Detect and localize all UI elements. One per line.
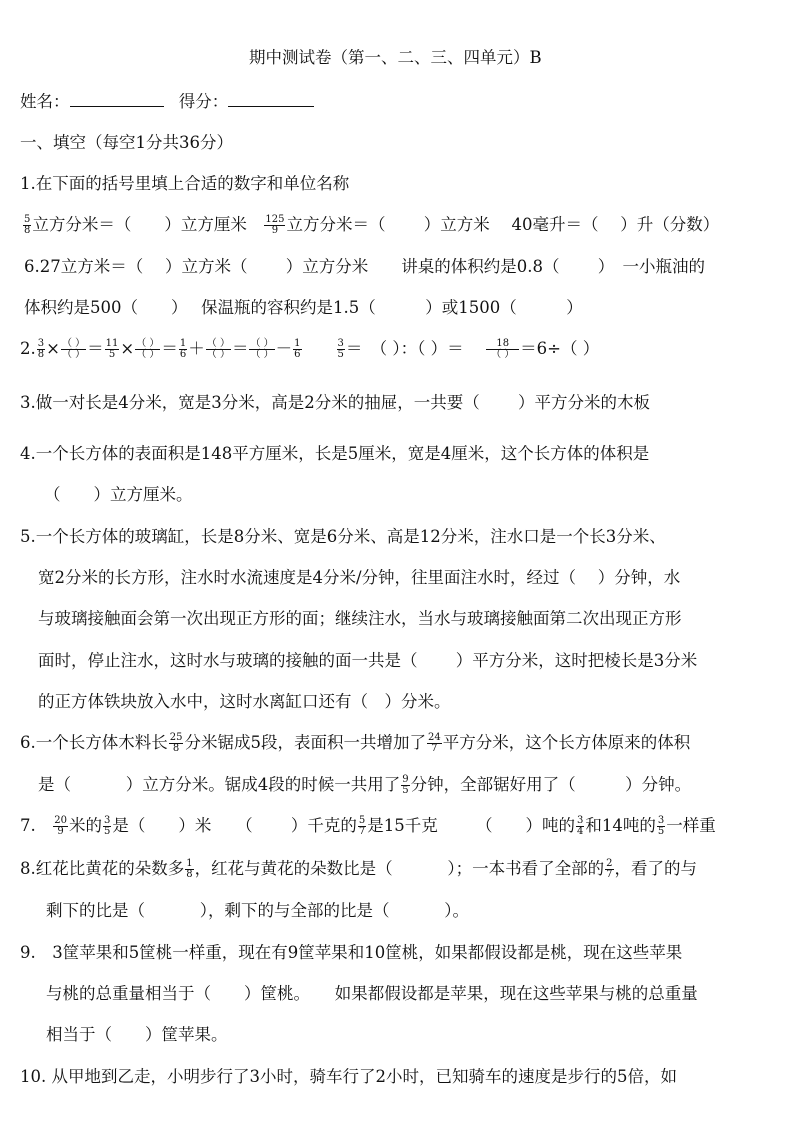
question-5-line-5: 的正方体铁块放入水中，这时水离缸口还有（ ）分米。 [38,692,451,711]
question-8-line-1 [20,858,697,880]
question-6-line-1 [20,732,690,754]
fraction: $\frac{2}{7}$ [606,858,613,880]
equals-sign: ＝ [87,339,104,358]
fraction: $\frac{11}{5}$ [105,338,119,360]
blank-fraction[interactable]: $\frac{( )}{( )}$ [250,338,274,360]
question-1-line-1 [22,214,719,236]
q6-text-b: 分米锯成5段，表面积一共增加了 [184,733,426,752]
blank-fraction[interactable]: $\frac{( )}{( )}$ [61,338,86,360]
name-label: 姓名： [20,92,70,111]
q8-text-c: ，看了的与 [614,859,697,878]
name-blank[interactable] [70,90,164,107]
fraction: $\frac{1}{6}$ [294,338,301,360]
fraction: $\frac{25}{8}$ [169,732,183,754]
question-5-line-1: 5.一个长方体的玻璃缸，长是8分米、宽是6分米、高是12分米，注水口是一个长3分米、 [20,527,666,546]
fraction: $\frac{1}{6}$ [179,338,187,360]
q1-text-b: 立方分米＝（ ）立方米 40毫升＝（ ）升（分数） [286,215,720,234]
q6-text-a: 6.一个长方体木料长 [20,733,168,752]
question-3: 3.做一对长是4分米，宽是3分米，高是2分米的抽屉，一共要（ ）平方分米的木板 [20,393,650,412]
q8-text-a: 8.红花比黄花的朵数多 [20,859,185,878]
equals-sign: ＝ [161,339,178,358]
fraction: $\frac{1}{8}$ [186,858,193,880]
score-label: 得分： [178,92,229,111]
q1-text-a: 立方分米＝（ ）立方厘米 [32,215,247,234]
fraction: $\frac{3}{5}$ [657,815,665,837]
q2-number: 2. [20,339,36,358]
question-5-line-4: 面时，停止注水，这时水与玻璃的接触的面一共是（ ）平方分米，这时把棱长是3分米 [38,651,698,670]
section-heading: 一、填空（每空1分共36分） [20,133,233,152]
fraction: $\frac{3}{5}$ [103,815,111,837]
q7-text-b: 是（ ）米 （ ）千克的 [112,816,357,835]
fraction: $\frac{125}{9}$ [265,214,285,236]
q7-text-a: 米的 [68,816,102,835]
fraction: $\frac{3}{4}$ [576,815,584,837]
q8-text-b: ，红花与黄花的朵数比是（ ）；一本书看了全部的 [194,859,605,878]
question-8-line-2: 剩下的比是（ ），剩下的与全部的比是（ ）。 [46,901,469,920]
question-6-line-2 [38,774,691,796]
q6-text-d: 是（ ）立方分米。锯成4段的时候一共用了 [38,775,401,794]
blank-fraction[interactable]: $\frac{( )}{( )}$ [206,338,230,360]
question-5-line-3: 与玻璃接触面会第一次出现正方形的面；继续注水，当水与玻璃接触面第二次出现正方形 [38,609,682,628]
question-1-line-2: 6.27立方米＝（ ）立方米（ ）立方分米 讲桌的体积约是0.8（ ） 一小瓶油的 [24,257,705,276]
blank-fraction[interactable]: $\frac{18}{( )}$ [486,339,519,360]
question-10-line-1: 10. 从甲地到乙走，小明步行了3小时，骑车行了2小时，已知骑车的速度是步行的5倍，如 [20,1067,677,1086]
fraction: $\frac{3}{5}$ [337,338,344,360]
question-4-line-1: 4.一个长方体的表面积是148平方厘米，长是5厘米，宽是4厘米，这个长方体的体积是 [20,444,650,463]
division-blank[interactable]: ＝6÷（ ） [520,339,600,358]
times-sign: × [120,339,135,358]
q6-text-e: 分钟，全部锯好用了（ ）分钟。 [410,775,692,794]
page-title: 期中测试卷（第一、二、三、四单元）B [249,48,542,67]
score-blank[interactable] [228,90,314,107]
fraction: $\frac{3}{8}$ [37,338,45,360]
q7-text-d: 和14吨的 [585,816,656,835]
q7-text-e: 一样重 [666,816,716,835]
times-sign: × [46,339,60,358]
fraction: $\frac{5}{8}$ [24,214,31,236]
question-9-line-3: 相当于（ ）筐苹果。 [46,1025,228,1044]
ratio-blanks[interactable]: ＝ （ ）：（ ）＝ [345,339,464,358]
plus-sign: ＋ [188,339,205,358]
q7-text-c: 是15千克 （ ）吨的 [367,816,575,835]
fraction: $\frac{24}{7}$ [427,732,441,754]
q6-text-c: 平方分米，这个长方体原来的体积 [442,733,691,752]
question-1-stem: 1.在下面的括号里填上合适的数字和单位名称 [20,174,350,193]
header-line [20,90,314,113]
question-7 [20,815,716,837]
blank-fraction[interactable]: $\frac{( )}{( )}$ [136,338,160,360]
minus-sign: － [275,339,293,358]
fraction: $\frac{5}{7}$ [358,815,366,837]
q7-number: 7. [20,816,36,835]
question-9-line-1: 9. 3筐苹果和5筐桃一样重，现在有9筐苹果和10筐桃，如果都假设都是桃，现在这些苹果 [20,943,683,962]
fraction: $\frac{9}{5}$ [402,774,409,796]
question-9-line-2: 与桃的总重量相当于（ ）筐桃。 如果都假设都是苹果，现在这些苹果与桃的总重量 [46,984,698,1003]
question-2 [20,338,599,360]
question-4-line-2: （ ）立方厘米。 [44,485,193,504]
question-1-line-3: 体积约是500（ ） 保温瓶的容积约是1.5（ ）或1500（ ） [24,298,583,317]
fraction: $\frac{20}{9}$ [54,815,67,837]
question-5-line-2: 宽2分米的长方形，注水时水流速度是4分米/分钟，往里面注水时，经过（ ）分钟，水 [38,568,681,587]
equals-sign: ＝ [231,339,249,358]
